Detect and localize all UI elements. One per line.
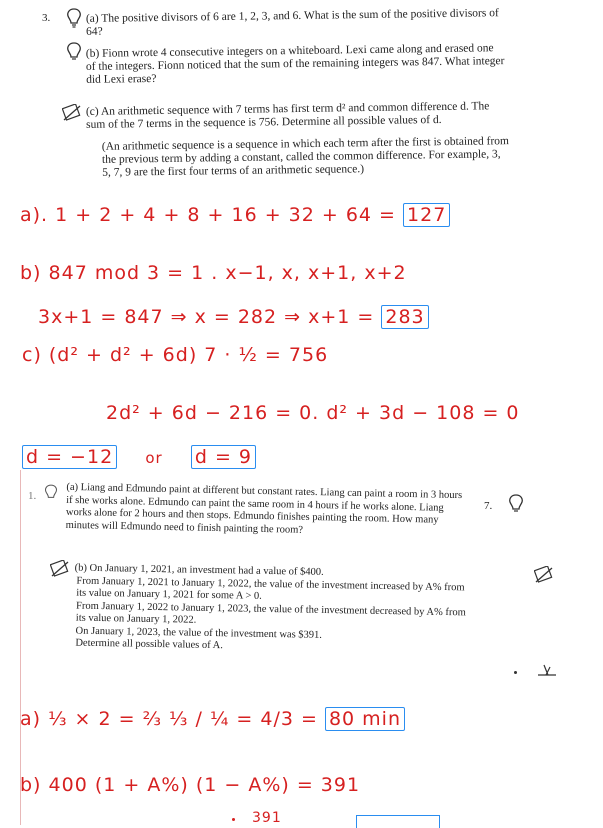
hand-c-answer-box-1: d = −12	[22, 445, 117, 469]
hand-answer-c-line2: 2d² + 6d − 216 = 0. d² + 3d − 108 = 0	[106, 402, 520, 424]
hand-a-answer-box: 127	[403, 203, 450, 227]
hand2-answer-a-line	[20, 708, 405, 730]
question-number-7: 7.	[484, 500, 493, 512]
hand2-a-work: a) ⅓ × 2 = ⅔ ⅓ / ¼ = 4/3 =	[20, 708, 318, 730]
problem-3b-text: (b) Fionn wrote 4 consecutive integers on a whiteboard. Lexi came along and erased one of the integers. Fionn noticed that the sum of the remaining integers was 847. What integer did Lexi erase?	[85, 42, 505, 86]
hand-answer-b-line1: b) 847 mod 3 = 1 . x−1, x, x+1, x+2	[20, 262, 407, 284]
lightbulb-icon	[508, 494, 524, 518]
hand-answer-c-line3	[22, 446, 256, 468]
hand-answer-b-line2	[38, 306, 429, 328]
hand2-b-partial: 391	[252, 810, 282, 826]
crossed-pen-icon	[62, 104, 82, 126]
hand-answer-c-line1: c) (d² + d² + 6d) 7 · ½ = 756	[22, 344, 329, 366]
problem-3c-note: (An arithmetic sequence is a sequence in which each term after the first is obtained from the previous term by adding a constant, called the common difference. For example, 3, 5, 7, 9 are the first four terms of an arithmetic sequence.)	[101, 135, 510, 179]
lightbulb-icon	[44, 484, 58, 506]
hand-b-work: 3x+1 = 847 ⇒ x = 282 ⇒ x+1 =	[38, 306, 375, 328]
dot-mark	[514, 671, 517, 674]
hand-tick-mark	[232, 818, 235, 821]
hand2-answer-b-line: b) 400 (1 + A%) (1 − A%) = 391	[20, 774, 361, 796]
hand-b-answer-box: 283	[381, 305, 428, 329]
problem-b-line4: On January 1, 2023, the value of the investment was $391.	[75, 625, 323, 641]
problem-b-line1: (b) On January 1, 2021, an investment had a value of $400.	[74, 562, 324, 578]
lightbulb-icon	[66, 8, 82, 32]
problem-3a-text: (a) The positive divisors of 6 are 1, 2, 3, and 6. What is the sum of the positive divisors of 64?	[85, 7, 499, 38]
crossed-pen-icon	[50, 560, 70, 582]
problem-a-painting-text: (a) Liang and Edmundo paint at different but constant rates. Liang can paint a room in 3 hours if she works alone. Edmundo can paint the same room in 4 hours if he works alone. Liang works alone for 2 hours and then stops. Edmundo finishes painting the room. How many minutes will Edmundo need to finish painting the room?	[65, 481, 463, 536]
problem-b-line3: From January 1, 2022 to January 1, 2023, the value of the investment decreased by A% from its value on January 1, 2022.	[75, 600, 466, 626]
question-number-1: 1.	[28, 490, 37, 502]
problem-b-investment	[73, 563, 466, 657]
hand2-a-answer-box: 80 min	[325, 707, 405, 731]
hand-a-work: a). 1 + 2 + 4 + 8 + 16 + 32 + 64 =	[20, 204, 396, 226]
partial-icon	[536, 662, 558, 681]
hand-c-or: or	[145, 449, 163, 467]
problem-b-line2: From January 1, 2021 to January 1, 2022, the value of the investment increased by A% from its value on January 1, 2021 for some A > 0.	[76, 575, 465, 602]
partial-answer-box	[356, 815, 440, 828]
lightbulb-icon	[66, 42, 82, 66]
question-number-3: 3.	[42, 12, 51, 24]
crossed-pen-icon	[534, 566, 554, 588]
margin-line	[20, 470, 21, 825]
problem-3c-text: (c) An arithmetic sequence with 7 terms has first term d² and common difference d. The sum of the 7 terms in the sequence is 756. Determine all possible values of d.	[85, 100, 490, 131]
hand-c-answer-box-2: d = 9	[191, 445, 256, 469]
hand-answer-a-line	[20, 204, 450, 226]
problem-b-line5: Determine all possible values of A.	[75, 637, 224, 652]
